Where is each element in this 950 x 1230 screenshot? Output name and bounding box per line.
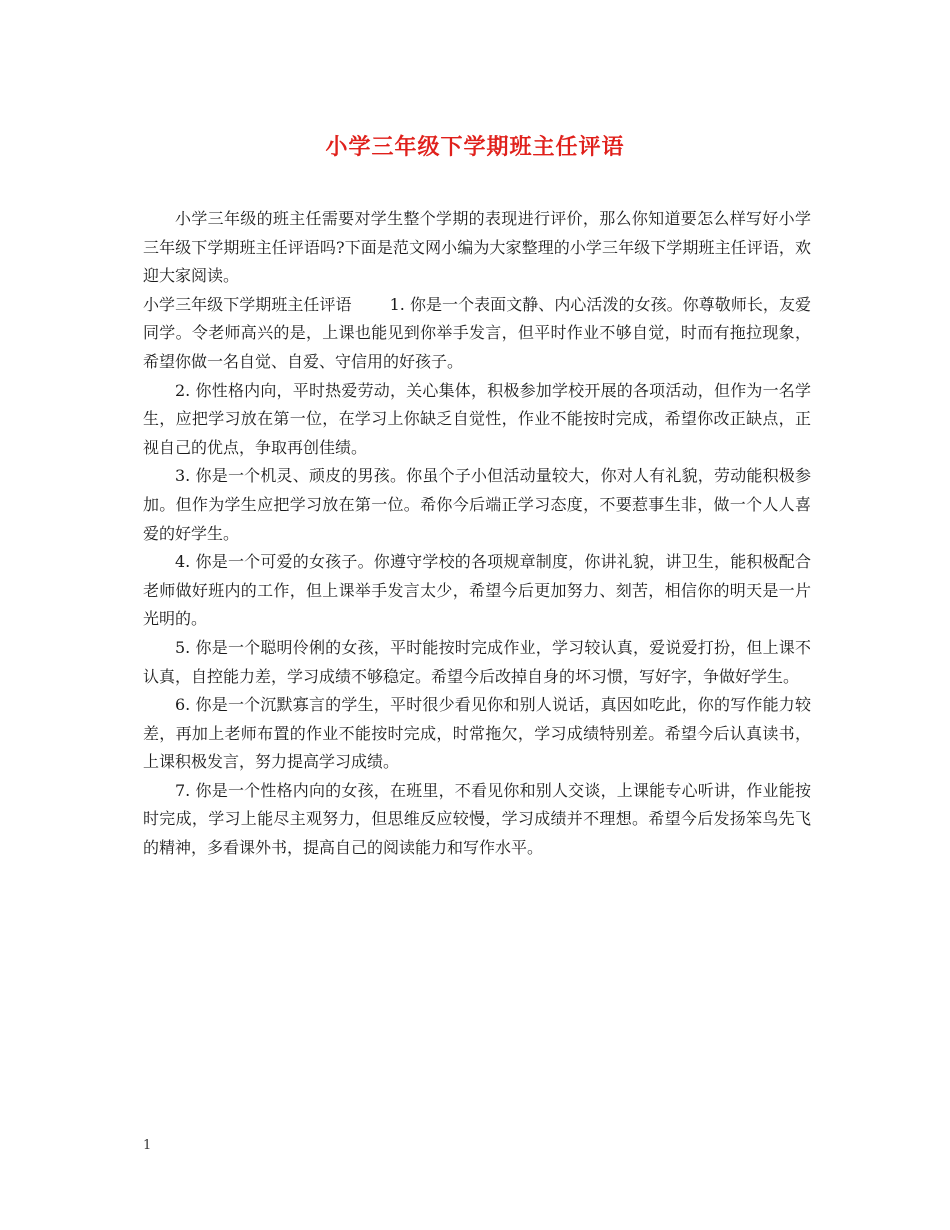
comment-paragraph-4: 4. 你是一个可爱的女孩子。你遵守学校的各项规章制度，你讲礼貌，讲卫生，能积极配合老师做好班内的工作，但上课举手发言太少，希望今后更加努力、刻苦，相信你的明天是一片光明的。 xyxy=(143,552,811,629)
comment-paragraph-2: 2. 你性格内向，平时热爱劳动，关心集体，积极参加学校开展的各项活动，但作为一名学生，应把学习放在第一位，在学习上你缺乏自觉性，作业不能按时完成，希望你改正缺点，正视自己的优点，争取再创佳绩。 xyxy=(143,380,811,457)
intro-paragraph: 小学三年级的班主任需要对学生整个学期的表现进行评价，那么你知道要怎么样写好小学三年级下学期班主任评语吗?下面是范文网小编为大家整理的小学三年级下学期班主任评语，欢迎大家阅读。 xyxy=(143,209,811,286)
comment-text-1: 1. 你是一个表面文静、内心活泼的女孩。你尊敬师长，友爱同学。令老师高兴的是，上课也能见到你举手发言，但平时作业不够自觉，时而有拖拉现象，希望你做一名自觉、自爱、守信用的好孩子。 xyxy=(143,294,811,371)
document-body xyxy=(143,205,811,863)
section-heading: 小学三年级下学期班主任评语 xyxy=(143,294,352,314)
comment-paragraph-7: 7. 你是一个性格内向的女孩，在班里，不看见你和别人交谈，上课能专心听讲，作业能按时完成，学习上能尽主观努力，但思维反应较慢，学习成绩并不理想。希望今后发扬笨鸟先飞的精神，多看课外书，提高自己的阅读能力和写作水平。 xyxy=(143,780,811,858)
comment-paragraph-6: 6. 你是一个沉默寡言的学生，平时很少看见你和别人说话，真因如吃此，你的写作能力较差，再加上老师布置的作业不能按时完成，时常拖欠，学习成绩特别差。希望今后认真读书，上课积极发言，努力提高学习成绩。 xyxy=(143,695,811,772)
page-number: 1 xyxy=(143,1138,152,1153)
comment-paragraph-5: 5. 你是一个聪明伶俐的女孩，平时能按时完成作业，学习较认真，爱说爱打扮，但上课不认真，自控能力差，学习成绩不够稳定。希望今后改掉自身的坏习惯，写好字，争做好学生。 xyxy=(143,637,811,686)
page-title: 小学三年级下学期班主任评语 xyxy=(325,134,625,160)
comment-paragraph-3: 3. 你是一个机灵、顽皮的男孩。你虽个子小但活动量较大，你对人有礼貌，劳动能积极参加。但作为学生应把学习放在第一位。希你今后端正学习态度，不要惹事生非，做一个人人喜爱的好学生。 xyxy=(143,466,811,543)
comment-paragraph-1 xyxy=(143,291,811,377)
